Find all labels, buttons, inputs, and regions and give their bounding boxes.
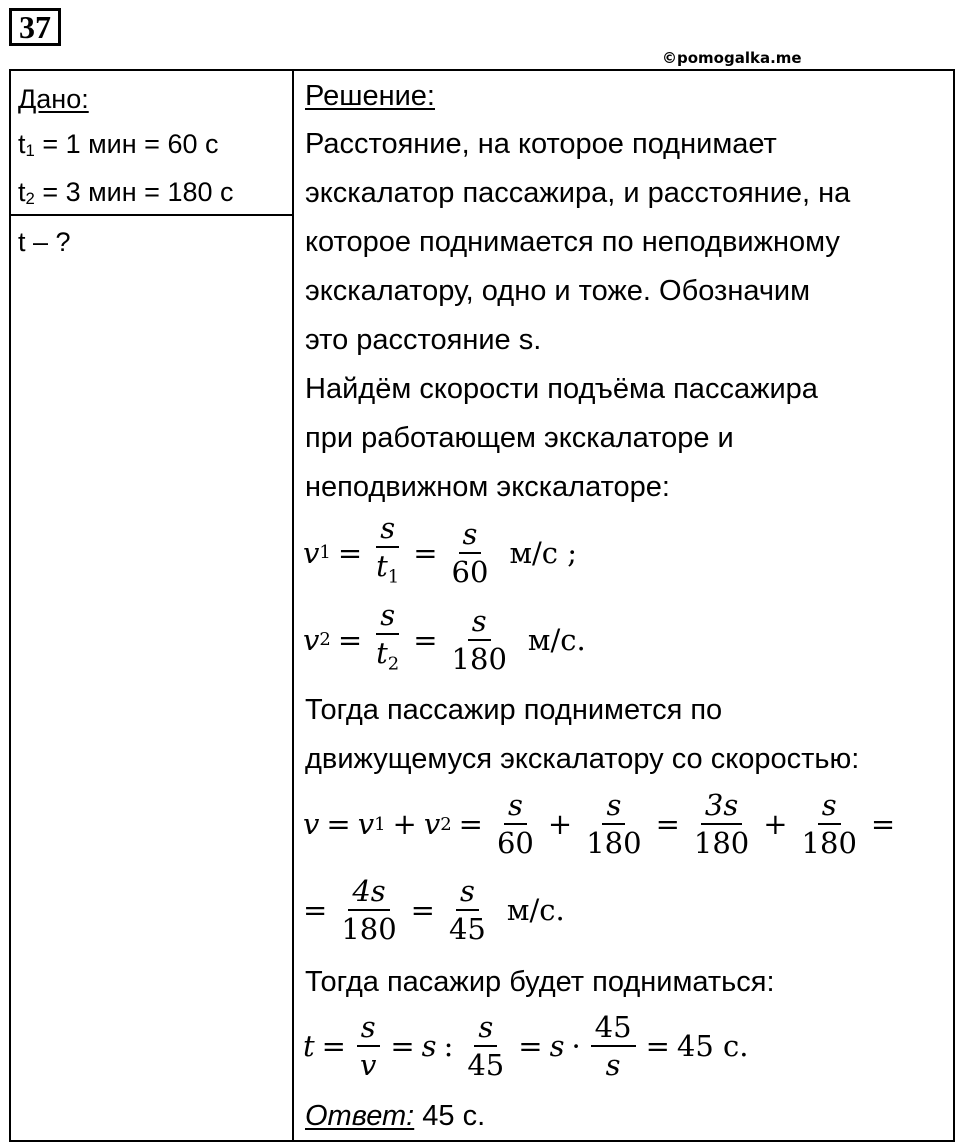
column-divider [292, 69, 294, 1142]
solution-line: Найдём скорости подъёма пассажира [305, 373, 818, 405]
formula-v-result: = $\frac{4s}{180}$ = $\frac{s}{45}$ м/с. [303, 874, 565, 946]
fraction: $\frac{3s}{180}$ [693, 788, 750, 860]
t1-subscript: 1 [25, 141, 35, 160]
solution-line: Расстояние, на которое поднимает [305, 128, 777, 160]
formula-v-sum: v = v 1 + v 2 = $\frac{s}{60}$ + $\frac{s}{180}$ = $\frac{3s}{180}$ + $\frac{s}{180}$ = [303, 788, 896, 860]
fraction: $\frac{s}{t_1}$ [376, 511, 400, 588]
formula-v1: v 1 = $\frac{s}{t_1}$ = $\frac{s}{60}$ м/с ; [303, 512, 577, 593]
t2-value: = 3 мин = 180 с [34, 177, 234, 207]
solution-line: Тогда пассажир поднимется по [305, 694, 723, 726]
fraction: $\frac{s}{45}$ [448, 874, 486, 946]
fraction: $\frac{45}{s}$ [591, 1011, 636, 1081]
find-t: t – ? [18, 227, 71, 257]
solution-line: неподвижном экскалаторе: [305, 471, 670, 503]
solution-line: экскалатору, одно и тоже. Обозначим [305, 275, 811, 307]
fraction: $\frac{4s}{180}$ [341, 874, 397, 946]
t2-subscript: 2 [25, 189, 35, 208]
fraction: $\frac{s}{45}$ [467, 1010, 505, 1082]
solution-line: экскалатор пассажира, и расстояние, на [305, 177, 851, 209]
problem-number: 37 [9, 8, 61, 46]
fraction: $\frac{s}{180}$ [586, 788, 642, 860]
formula-v2: v 2 = $\frac{s}{t_2}$ = $\frac{s}{180}$ м/с. [303, 599, 586, 680]
solution-line: при работающем экскалаторе и [305, 422, 734, 454]
fraction: $\frac{s}{60}$ [496, 788, 534, 860]
fraction: $\frac{s}{180}$ [801, 788, 857, 860]
solution-line: которое поднимается по неподвижному [305, 226, 840, 258]
fraction: $\frac{s}{180}$ [451, 603, 507, 676]
given-t2: $t_2 = 3$ мин = 180 с [18, 177, 234, 208]
t1-value: = 1 мин = 60 с [34, 129, 219, 159]
fraction: $\frac{s}{v}$ [356, 1011, 380, 1081]
fraction: $\frac{s}{t_2}$ [376, 598, 400, 675]
solution-line: Тогда пасажир будет подниматься: [305, 966, 775, 998]
answer [305, 1096, 485, 1136]
solution-line: это расстояние s. [305, 324, 542, 356]
answer-value: 45 с. [414, 1100, 486, 1132]
solution-header: Решение: [305, 80, 435, 112]
fraction: $\frac{s}{60}$ [451, 516, 489, 589]
given-t1: $t_1 = 1$ мин = 60 с [18, 129, 219, 160]
solution-line: движущемуся экскалатору со скоростью: [305, 743, 860, 775]
answer-label: Ответ: [305, 1100, 415, 1132]
given-header: Дано: [18, 84, 89, 114]
formula-time: t = $\frac{s}{v}$ = s : $\frac{s}{45}$ = s · $\frac{45}{s}$ = 45 с. [303, 1010, 749, 1082]
watermark: ©pomogalka.me [662, 49, 802, 67]
